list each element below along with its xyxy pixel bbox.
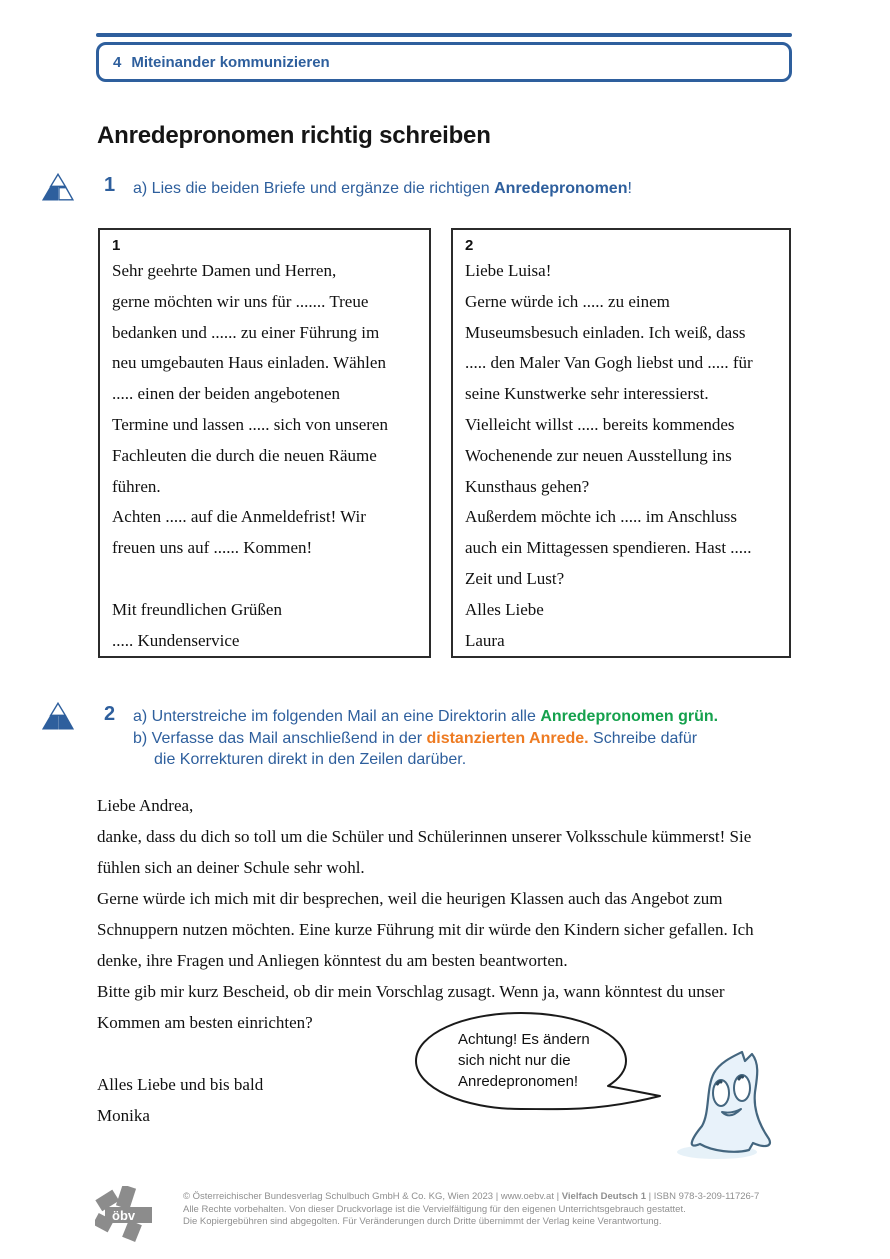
difficulty-icon-1 <box>42 172 74 202</box>
footer-line-1 <box>183 1191 803 1204</box>
speech-bubble <box>408 1008 664 1126</box>
text-line: Bitte gib mir kurz Bescheid, ob dir mein Vorschlag zusagt. Wenn ja, wann könntest du unser <box>97 982 725 1001</box>
text-line: Fachleuten die durch die neuen Räume <box>112 445 377 465</box>
ghost-mascot-icon <box>672 1046 790 1164</box>
letter-box-1 <box>98 228 431 658</box>
text-line: Gerne würde ich mich mit dir besprechen, weil die heurigen Klassen auch das Angebot zum <box>97 889 723 908</box>
unit-title: Miteinander kommunizieren <box>131 53 330 71</box>
letter1-number: 1 <box>112 237 121 254</box>
letter2-body <box>465 256 781 656</box>
speech-bubble-text <box>458 1029 590 1092</box>
exercise1-number: 1 <box>104 174 116 196</box>
exercise1-instruction-keyword: Anredepronomen <box>494 180 628 197</box>
unit-header-box <box>96 42 792 82</box>
letter-box-2 <box>451 228 791 658</box>
text-line: Liebe Luisa! <box>465 261 552 280</box>
text-line: danke, dass du dich so toll um die Schüler und Schülerinnen unserer Volksschule kümmerst! Sie <box>97 827 752 846</box>
footer-book-title: Vielfach Deutsch 1 <box>561 1191 647 1202</box>
footer-line-2: Alle Rechte vorbehalten. Von dieser Druckvorlage ist die Vervielfältigung für den eigenen Unterrichtsgebrauch gestattet. <box>183 1203 686 1215</box>
text-line: sich nicht nur die <box>458 1052 571 1069</box>
exercise2-instruction <box>133 706 813 771</box>
exercise1-instruction <box>133 178 632 200</box>
letter1-body <box>112 256 421 656</box>
text-line: Mit freundlichen Grüßen <box>112 599 282 619</box>
difficulty-icon-2 <box>42 701 74 731</box>
exercise2-line-a-green-keyword: Anredepronomen grün. <box>540 708 719 725</box>
header-rule <box>96 33 792 37</box>
text-line: freuen uns auf ...... Kommen! <box>112 538 313 558</box>
exercise2-line-b <box>133 728 813 750</box>
oebv-logo-text: öbv <box>112 1208 136 1223</box>
text-line <box>112 564 421 595</box>
text-line: ..... Kundenservice <box>112 630 240 650</box>
oebv-logo-icon <box>95 1186 153 1242</box>
exercise1-instruction-punct: ! <box>627 180 632 197</box>
publisher-logo <box>95 1186 153 1242</box>
text-line: Achten ..... auf die Anmeldefrist! Wir <box>112 507 366 527</box>
exercise1-instruction-text: a) Lies die beiden Briefe und ergänze die richtigen <box>133 180 495 197</box>
text-line: Gerne würde ich ..... zu einem <box>465 291 670 311</box>
text-line: gerne möchten wir uns für ....... Treue <box>112 291 369 311</box>
letter2-number: 2 <box>465 237 474 254</box>
exercise2-line-b-text: b) Verfasse das Mail anschließend in der <box>133 729 427 747</box>
text-line: Zeit und Lust? <box>465 568 565 588</box>
exercise2-line-c: die Korrekturen direkt in den Zeilen darüber. <box>154 751 467 768</box>
text-line: denke, ihre Fragen und Anliegen könntest du am besten beantworten. <box>97 951 568 970</box>
text-line: ..... einen der beiden angebotenen <box>112 384 340 404</box>
text-line: Sehr geehrte Damen und Herren, <box>112 261 337 280</box>
exercise2-line-a <box>133 706 813 728</box>
text-line: seine Kunstwerke sehr interessierst. <box>465 384 709 404</box>
unit-number: 4 <box>113 53 122 71</box>
exercise2-line-a-text: a) Unterstreiche im folgenden Mail an eine Direktorin alle <box>133 708 541 725</box>
text-line: Wochenende zur neuen Ausstellung ins <box>465 445 732 465</box>
footer-isbn: | ISBN 978-3-209-11726-7 <box>646 1191 760 1202</box>
page-title: Anredepronomen richtig schreiben <box>97 122 491 149</box>
text-line: bedanken und ...... zu einer Führung im <box>112 322 380 342</box>
text-line: Alles Liebe <box>465 599 544 619</box>
footer-line-1-text: © Österreichischer Bundesverlag Schulbuch GmbH & Co. KG, Wien 2023 | www.oebv.at | <box>183 1191 562 1202</box>
text-line: Laura <box>465 630 505 650</box>
text-line: neu umgebauten Haus einladen. Wählen <box>112 353 386 373</box>
text-line: Museumsbesuch einladen. Ich weiß, dass <box>465 322 746 342</box>
text-line: Kommen am besten einrichten? <box>97 1013 313 1032</box>
text-line: Liebe Andrea, <box>97 796 194 815</box>
text-line: auch ein Mittagessen spendieren. Hast ..... <box>465 538 752 558</box>
text-line: Termine und lassen ..... sich von unseren <box>112 414 388 434</box>
text-line: Vielleicht willst ..... bereits kommendes <box>465 414 735 434</box>
text-line: Schnuppern nutzen möchten. Eine kurze Führung mit dir würde den Kindern sicher gefallen. Ich <box>97 920 754 939</box>
text-line: Außerdem möchte ich ..... im Anschluss <box>465 507 737 527</box>
text-line: Kunsthaus gehen? <box>465 476 590 496</box>
footer-copyright <box>183 1191 803 1229</box>
text-line: Achtung! Es ändern <box>458 1031 590 1048</box>
text-line: Anredepronomen! <box>458 1073 579 1090</box>
mascot-character <box>672 1046 790 1164</box>
exercise2-line-b-orange-keyword: distanzierten Anrede. <box>426 729 589 747</box>
text-line: fühlen sich an deiner Schule sehr wohl. <box>97 858 365 877</box>
mountain-level-icon <box>42 172 74 202</box>
text-line: ..... den Maler Van Gogh liebst und ..... für <box>465 353 753 373</box>
text-line: Monika <box>97 1106 150 1125</box>
footer-line-3: Die Kopiergebühren sind abgegolten. Für Veränderungen durch Dritte übernimmt der Verlag keine Verantwortung. <box>183 1216 662 1227</box>
text-line: führen. <box>112 476 161 496</box>
text-line: Alles Liebe und bis bald <box>97 1075 264 1094</box>
mountain-level-icon <box>42 701 74 731</box>
exercise2-line-b-suffix: Schreibe dafür <box>588 729 698 747</box>
exercise2-number: 2 <box>104 703 116 725</box>
